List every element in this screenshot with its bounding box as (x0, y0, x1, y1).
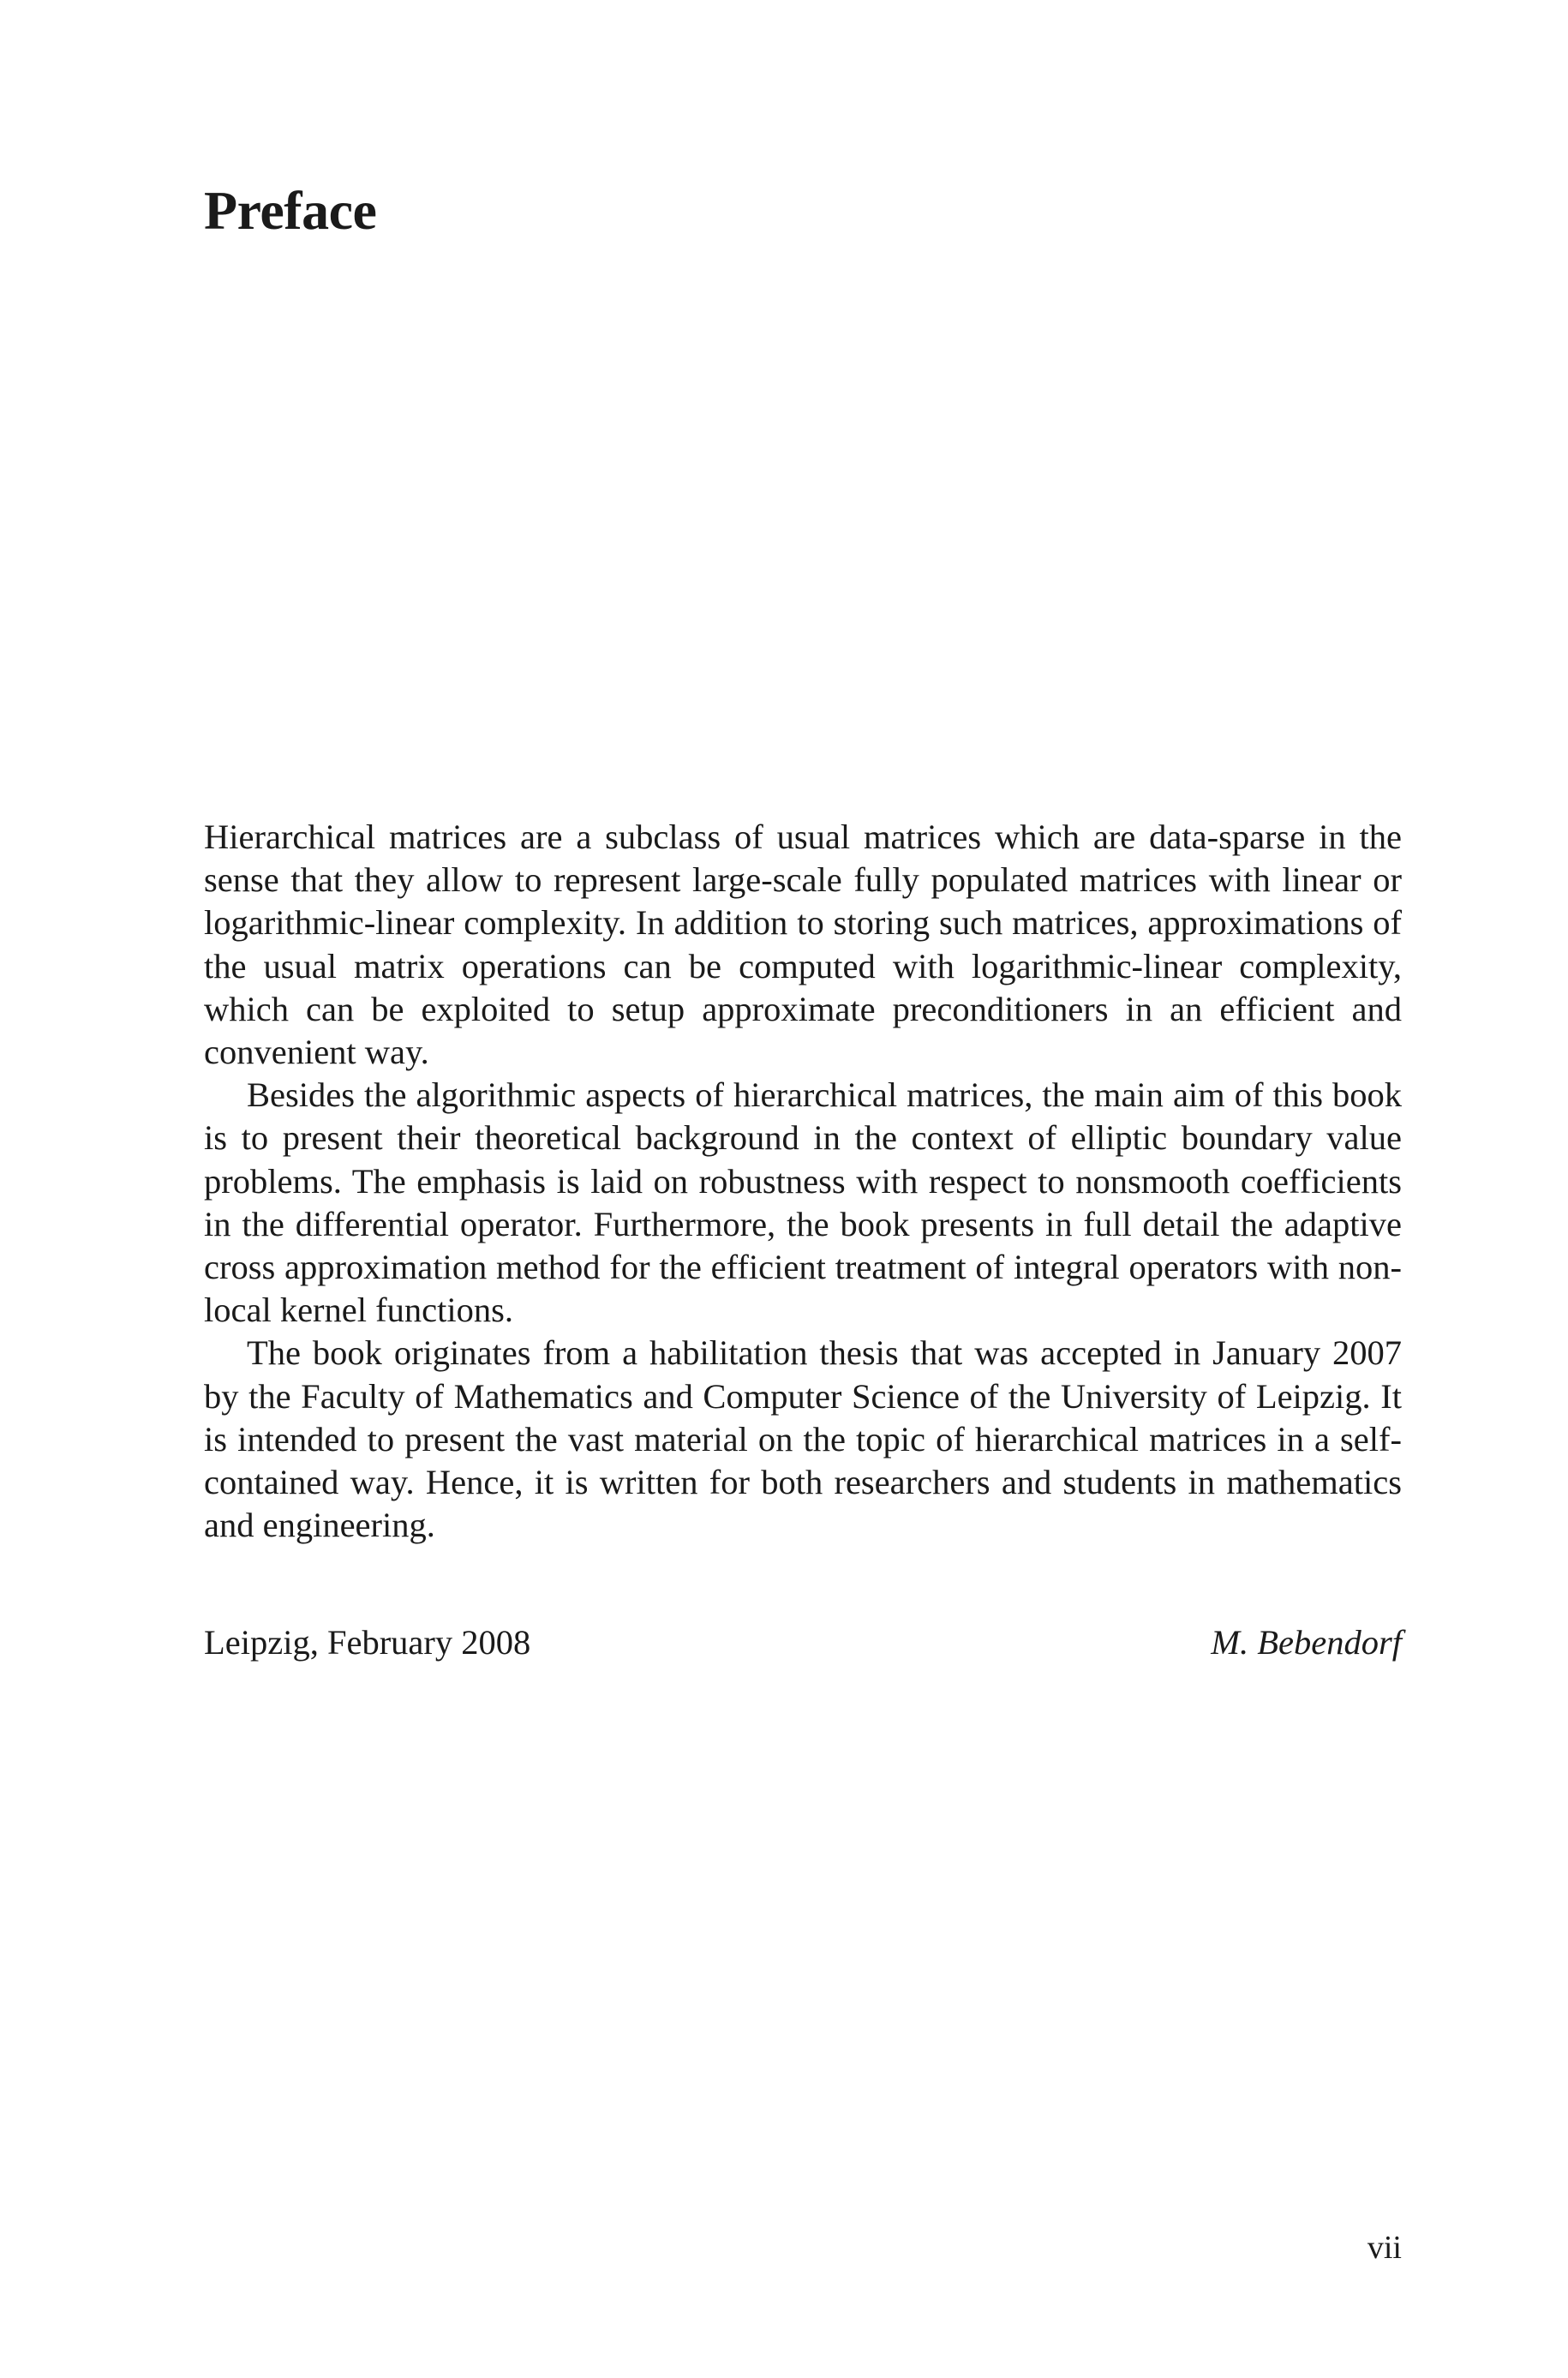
page-number: vii (1367, 2230, 1402, 2266)
paragraph-3: The book originates from a habilitation thesis that was accepted in January 2007 by the Faculty of Mathematics and Computer Science of the University of Leipzig. It is intended to present the vast material on the topic of hierarchical matrices in a selfcontained way. Hence, it is written for both researchers and students in mathematics and engineering. (204, 1333, 1402, 1545)
page-title: Preface (204, 180, 377, 241)
preface-body (204, 816, 1402, 1547)
paragraph-1: Hierarchical matrices are a subclass of usual matrices which are data-sparse in the sense that they allow to represent large-scale fully populated matrices with linear or logarithmic-linear complexity. In addition to storing such matrices, approximations of the usual matrix operations can be computed with logarithmic-linear complexity, which can be exploited to setup approximate preconditioners in an efficient and convenient way. (204, 818, 1402, 1072)
author-name: M. Bebendorf (1211, 1623, 1402, 1662)
signature-row (204, 1621, 1402, 1664)
place-date: Leipzig, February 2008 (204, 1623, 531, 1662)
paragraph-2: Besides the algorithmic aspects of hierarchical matrices, the main aim of this book is to present their theoretical background in the context of elliptic boundary value problems. The emphasis is laid on robustness with respect to nonsmooth coefficients in the differential operator. Furthermore, the book presents in full detail the adaptive cross approximation method for the efficient treatment of integral operators with non-local kernel functions. (204, 1075, 1402, 1330)
